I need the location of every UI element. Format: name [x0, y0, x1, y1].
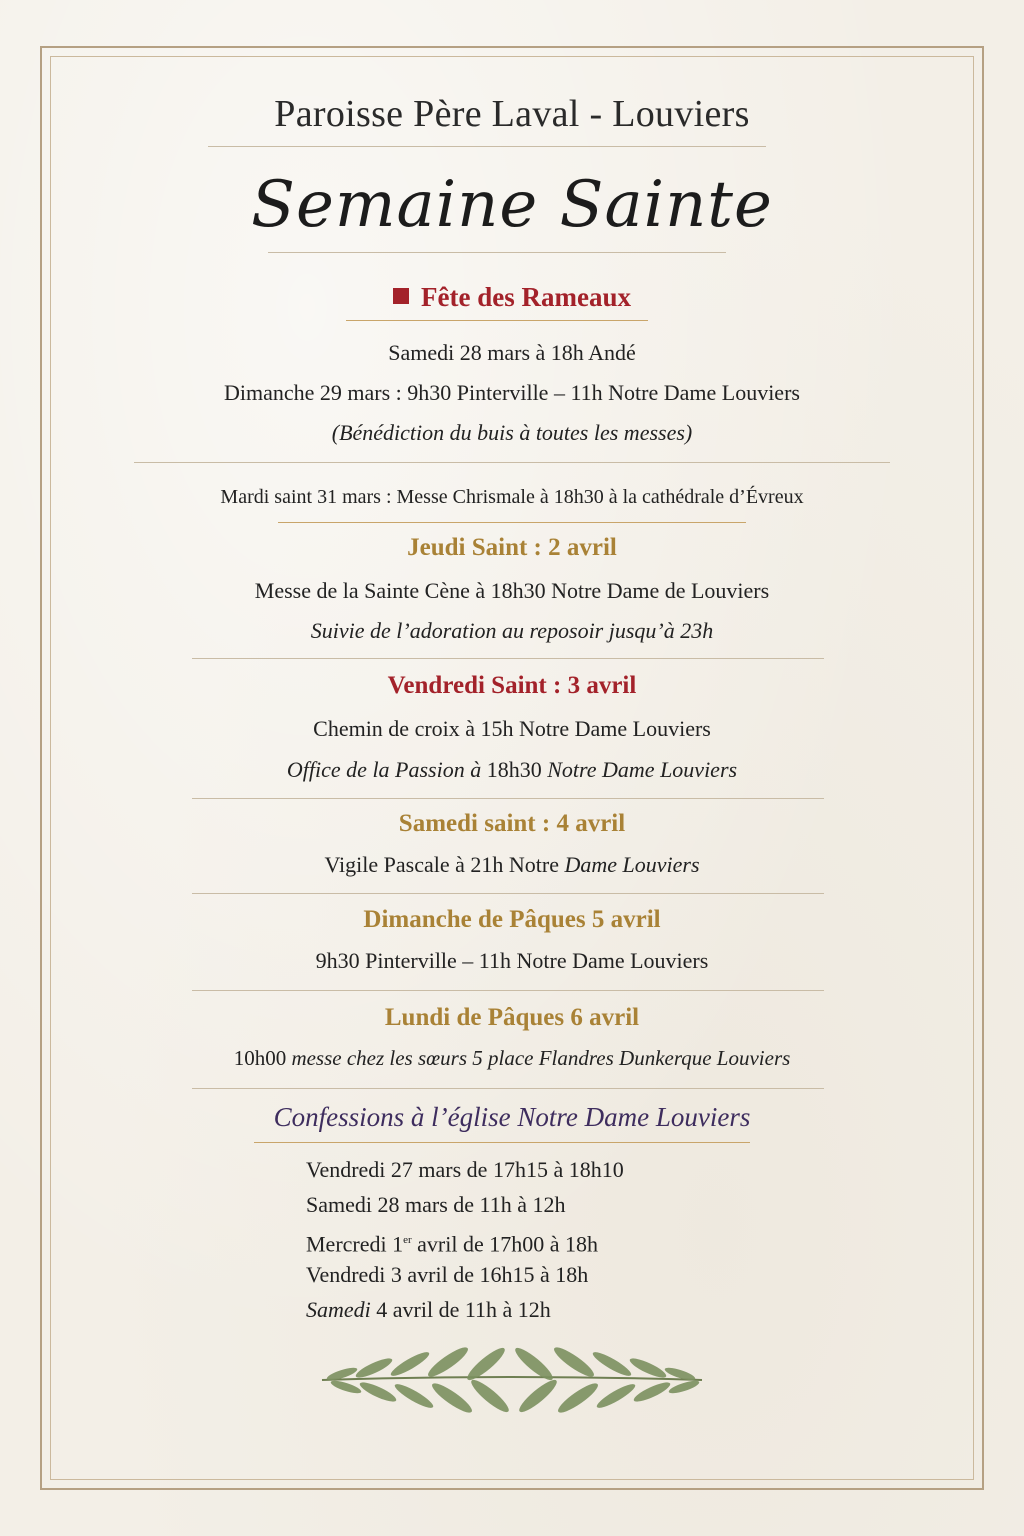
confessions-list	[306, 1156, 624, 1331]
line-part: avril de 17h00 à 18h	[411, 1231, 599, 1257]
rameaux-note: (Bénédiction du buis à toutes les messes)	[331, 420, 693, 445]
divider	[192, 1088, 824, 1089]
samedi-line-1	[0, 852, 1024, 878]
line-part: Office de la Passion à	[286, 757, 487, 782]
vendredi-line-2	[0, 757, 1024, 783]
divider	[254, 1142, 750, 1143]
line-part: 18h30	[486, 757, 542, 782]
divider	[192, 893, 824, 894]
section-heading-vendredi: Vendredi Saint : 3 avril	[387, 672, 637, 699]
vendredi-line-1: Chemin de croix à 15h Notre Dame Louviers	[313, 716, 711, 741]
divider	[192, 658, 824, 659]
divider	[134, 462, 890, 463]
section-heading-rameaux	[0, 282, 1024, 313]
list-item	[306, 1226, 624, 1261]
divider	[278, 522, 746, 523]
divider	[192, 990, 824, 991]
paques-line-1: 9h30 Pinterville – 11h Notre Dame Louviers	[315, 948, 709, 973]
list-item	[306, 1296, 624, 1331]
divider	[268, 252, 726, 253]
line-part: Vigile Pascale à 21h Notre	[324, 852, 565, 877]
section-heading-samedi: Samedi saint : 4 avril	[398, 810, 626, 837]
superscript: er	[403, 1234, 412, 1246]
lundi-line-1	[0, 1046, 1024, 1071]
jeudi-line-1: Messe de la Sainte Cène à 18h30 Notre Dame de Louviers	[254, 578, 770, 603]
olive-branch-icon	[312, 1340, 712, 1420]
list-item: Samedi 28 mars de 11h à 12h	[306, 1192, 566, 1217]
line-part: Notre Dame Louviers	[541, 757, 738, 782]
rameaux-line-2: Dimanche 29 mars : 9h30 Pinterville – 11h Notre Dame Louviers	[224, 380, 800, 405]
section-heading-lundi: Lundi de Pâques 6 avril	[384, 1004, 640, 1031]
line-part: 10h00	[233, 1046, 292, 1070]
divider	[346, 320, 648, 321]
divider	[208, 146, 766, 147]
line-part: Samedi	[306, 1297, 371, 1322]
list-item: Vendredi 27 mars de 17h15 à 18h10	[306, 1157, 624, 1182]
line-part: Dame Louviers	[564, 852, 700, 877]
mardi-saint-line: Mardi saint 31 mars : Messe Chrismale à 18h30 à la cathédrale d’Évreux	[220, 486, 804, 508]
jeudi-line-2: Suivie de l’adoration au reposoir jusqu’à 23h	[310, 618, 714, 643]
section-heading-paques: Dimanche de Pâques 5 avril	[363, 906, 661, 933]
rameaux-line-1: Samedi 28 mars à 18h Andé	[388, 340, 636, 365]
divider	[192, 798, 824, 799]
square-bullet-icon	[393, 288, 409, 304]
list-item: Vendredi 3 avril de 16h15 à 18h	[306, 1262, 589, 1287]
heading-text: Fête des Rameaux	[421, 282, 631, 312]
parish-name: Paroisse Père Laval - Louviers	[274, 93, 750, 135]
page-title: Semaine Sainte	[251, 168, 773, 242]
line-part: Mercredi 1	[306, 1231, 404, 1257]
line-part: 4 avril de 11h à 12h	[370, 1297, 551, 1322]
section-heading-confessions: Confessions à l’église Notre Dame Louviers	[273, 1102, 751, 1132]
section-heading-jeudi: Jeudi Saint : 2 avril	[407, 534, 617, 561]
line-part: messe chez les sœurs 5 place Flandres Dunkerque Louviers	[291, 1046, 791, 1070]
